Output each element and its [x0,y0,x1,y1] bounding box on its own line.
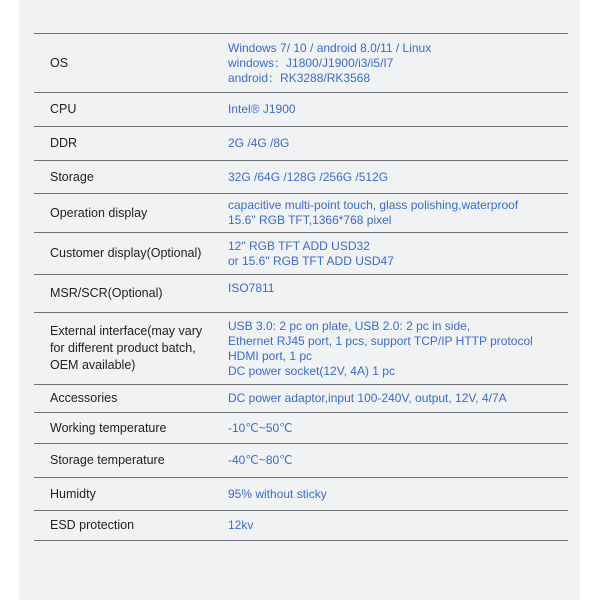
spec-label: Accessories [50,391,118,405]
spec-value-line: 32G /64G /128G /256G /512G [228,169,389,184]
spec-value [228,34,568,92]
spec-value [228,413,568,443]
spec-label: External interface(may vary for different product batch, OEM available) [50,324,203,372]
spec-label: OS [50,55,69,70]
spec-value-line: ISO7811 [228,281,275,295]
spec-value-line: -40℃~80℃ [228,453,293,467]
spec-value-line: USB 3.0: 2 pc on plate, USB 2.0: 2 pc in side, [228,318,471,333]
spec-value-line: 12kv [228,518,254,532]
spec-label: DDR [50,136,78,150]
spec-value [228,511,568,540]
spec-value-line: windows：J1800/J1900/i3/i5/I7 [228,55,394,70]
spec-value-line: or 15.6" RGB TFT ADD USD47 [228,253,394,268]
spec-value [228,313,568,384]
spec-label: Storage temperature [50,453,165,467]
spec-value [228,385,568,412]
spec-label: CPU [50,102,77,116]
spec-value [228,127,568,160]
spec-value-line: 95% without sticky [228,486,327,501]
spec-value-line: -10℃~50℃ [228,420,293,435]
spec-label: Operation display [50,205,148,220]
spec-value [228,93,568,126]
spec-value-line: 2G /4G /8G [228,136,290,150]
spec-value [228,478,568,510]
spec-value-line: 12" RGB TFT ADD USD32 [228,238,370,253]
spec-value-line: 15.6" RGB TFT,1366*768 pixel [228,213,392,227]
spec-row-customer-display [34,233,568,275]
spec-value-line: DC power adaptor,input 100-240V, output, 12V, 4/7A [228,391,507,405]
spec-table [34,33,568,541]
spec-label: Humidty [50,486,96,501]
spec-value [228,194,568,232]
spec-row-cpu [34,93,568,127]
spec-row-esd-protection [34,511,568,541]
spec-value-line: DC power socket(12V, 4A) 1 pc [228,363,395,378]
spec-label: Customer display(Optional) [50,246,202,260]
spec-value-line: Intel® J1900 [228,102,296,116]
spec-row-accessories [34,385,568,413]
spec-row-working-temperature [34,413,568,444]
spec-label: ESD protection [50,518,135,532]
spec-value-line: capacitive multi-point touch, glass polishing,waterproof [228,198,519,212]
spec-row-os [34,34,568,93]
spec-row-operation-display [34,194,568,233]
spec-value-line: Windows 7/ 10 / android 8.0/11 / Linux [228,40,432,55]
spec-label: Working temperature [50,420,167,435]
spec-row-humidity [34,478,568,511]
spec-label: MSR/SCR(Optional) [50,286,163,300]
spec-value-line: android：RK3288/RK3568 [228,70,371,85]
spec-value-line: Ethernet RJ45 port, 1 pcs, support TCP/IP HTTP protocol [228,333,533,348]
spec-row-storage [34,161,568,194]
spec-value [228,275,568,312]
spec-value [228,161,568,193]
spec-label: Storage [50,169,94,184]
spec-row-storage-temperature [34,444,568,478]
spec-row-external-interface [34,313,568,385]
spec-value-line: HDMI port, 1 pc [228,348,313,363]
spec-row-msr-scr [34,275,568,313]
spec-value [228,233,568,274]
spec-row-ddr [34,127,568,161]
spec-value [228,444,568,477]
